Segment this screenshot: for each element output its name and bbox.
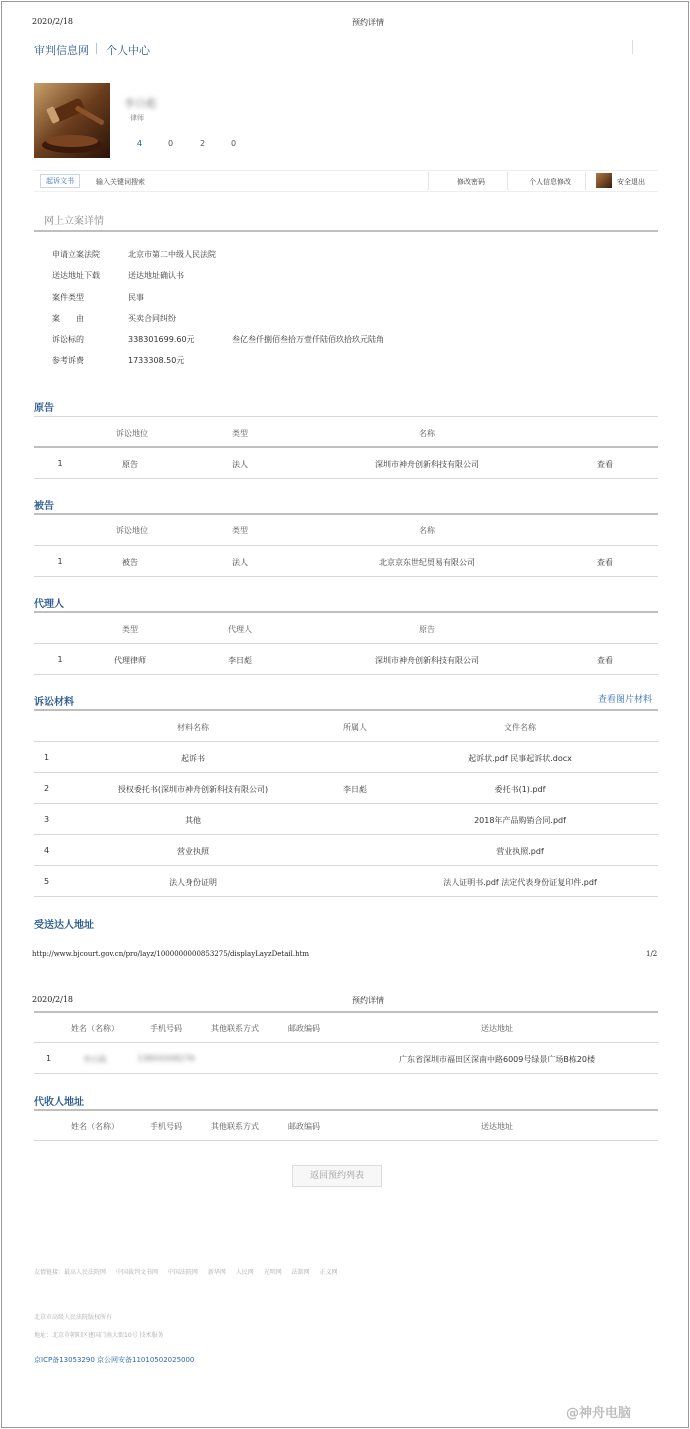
case-value-cause: 买卖合同纠纷 (128, 314, 176, 323)
agent-principal: 深圳市神舟创新科技有限公司 (375, 656, 479, 665)
footer-icp[interactable]: 京ICP备13053290 京公网安备11010502025000 (34, 1356, 195, 1364)
footer-link[interactable]: 中国法院网 (167, 1269, 198, 1276)
divider (34, 1140, 658, 1141)
profile-role: 律师 (130, 114, 144, 122)
recipient-phone: 138XXXX8276 (137, 1054, 195, 1063)
stat-2[interactable]: 0 (168, 139, 174, 148)
material-name: 营业执照 (177, 847, 209, 856)
col-header: 文件名称 (504, 723, 536, 732)
col-header: 其他联系方式 (211, 1122, 259, 1131)
col-header: 邮政编码 (288, 1024, 320, 1033)
gavel-image (34, 83, 110, 158)
footer-links (34, 1267, 338, 1276)
divider (34, 545, 658, 546)
material-name: 其他 (185, 816, 201, 825)
agent-type: 代理律师 (114, 656, 146, 665)
view-image-materials-link[interactable]: 查看图片材料 (598, 695, 653, 705)
material-file-link[interactable]: 营业执照.pdf (496, 847, 544, 856)
divider (34, 865, 658, 866)
col-header: 类型 (232, 526, 248, 535)
divider (34, 643, 658, 644)
defendant-name: 北京京东世纪贸易有限公司 (379, 558, 475, 567)
row-no: 1 (44, 753, 50, 762)
row-no: 4 (44, 846, 50, 855)
case-value-amount: 338301699.60元 (128, 335, 195, 344)
divider (34, 1073, 658, 1074)
nav-divider (96, 43, 97, 54)
col-header: 手机号码 (150, 1122, 182, 1131)
footer-link[interactable]: 新华网 (207, 1269, 226, 1276)
footer-link[interactable]: 光明网 (263, 1269, 282, 1276)
divider (34, 611, 658, 613)
divider (34, 478, 658, 479)
nav-right-divider (632, 40, 633, 54)
back-to-list-button[interactable]: 返回预约列表 (292, 1165, 382, 1187)
divider (34, 896, 658, 897)
col-header: 送达地址 (481, 1024, 513, 1033)
proxy-title: 代收人地址 (34, 1097, 84, 1108)
divider (34, 834, 658, 835)
print-url: http://www.bjcourt.gov.cn/pro/layz/1000000000853275/displayLayzDetail.htm (32, 950, 310, 958)
col-header: 送达地址 (481, 1122, 513, 1131)
row-no: 1 (57, 655, 63, 664)
print-title: 预约详情 (352, 996, 384, 1005)
col-header: 手机号码 (150, 1024, 182, 1033)
stat-3[interactable]: 2 (200, 139, 206, 148)
defendant-status: 被告 (122, 558, 138, 567)
row-no: 3 (44, 815, 50, 824)
print-page-number: 1/2 (646, 950, 658, 958)
toolbar-divider (585, 172, 586, 190)
divider (34, 1011, 658, 1013)
case-divider (34, 230, 658, 232)
row-no: 5 (44, 877, 50, 886)
site-name-link[interactable]: 审判信息网 (34, 44, 89, 57)
profile-name: 李日彪 (124, 97, 157, 110)
edit-info-link[interactable]: 个人信息修改 (529, 178, 571, 186)
col-header: 所属人 (343, 723, 367, 732)
col-header: 材料名称 (177, 723, 209, 732)
col-header: 姓名（名称） (71, 1122, 119, 1131)
plaintiff-view-link[interactable]: 查看 (597, 460, 613, 469)
case-label: 案 由 (52, 314, 84, 323)
row-no: 1 (46, 1054, 52, 1063)
divider (34, 709, 658, 711)
recipient-address: 广东省深圳市福田区深南中路6009号绿景广场B栋20楼 (398, 1055, 596, 1064)
divider (34, 741, 658, 742)
weibo-watermark: @神舟电脑 (566, 1406, 632, 1421)
col-header: 类型 (122, 625, 138, 634)
print-date: 2020/2/18 (32, 995, 74, 1004)
footer-link[interactable]: 正义网 (319, 1269, 338, 1276)
col-header: 姓名（名称） (71, 1024, 119, 1033)
material-name: 法人身份证明 (169, 878, 217, 887)
case-label: 诉讼标的 (52, 335, 84, 344)
case-value-amount-words: 叁亿叁仟捌佰叁拾万壹仟陆佰玖拾玖元陆角 (232, 335, 384, 344)
footer-link[interactable]: 中国裁判文书网 (115, 1269, 158, 1276)
material-name: 授权委托书(深圳市神舟创新科技有限公司) (117, 785, 269, 794)
col-header: 其他联系方式 (211, 1024, 259, 1033)
defendant-view-link[interactable]: 查看 (597, 558, 613, 567)
col-header: 名称 (419, 429, 435, 438)
footer-link[interactable]: 人民网 (235, 1269, 254, 1276)
material-owner: 李日彪 (343, 785, 367, 794)
recipient-name: 李日彪 (83, 1055, 107, 1064)
print-title: 预约详情 (352, 18, 384, 27)
footer-link[interactable]: 友情链接：最高人民法院网 (34, 1269, 107, 1276)
change-password-link[interactable]: 修改密码 (457, 178, 485, 186)
col-header: 原告 (419, 625, 435, 634)
case-value-court: 北京市第二中级人民法院 (128, 250, 216, 259)
materials-title: 诉讼材料 (34, 697, 74, 708)
agent-title: 代理人 (34, 599, 64, 610)
avatar-thumb-icon (596, 173, 612, 188)
plaintiff-status: 原告 (122, 460, 138, 469)
material-file-link[interactable]: 委托书(1).pdf (494, 785, 546, 794)
case-value-fee: 1733308.50元 (128, 356, 185, 365)
material-file-link[interactable]: 起诉状.pdf 民事起诉状.docx (468, 754, 572, 763)
case-label: 案件类型 (52, 293, 84, 302)
search-input[interactable]: 输入关键词搜索 (96, 178, 145, 186)
plaintiff-name: 深圳市神舟创新科技有限公司 (375, 460, 479, 469)
logout-link[interactable]: 安全退出 (617, 178, 645, 186)
print-date: 2020/2/18 (32, 17, 74, 26)
divider (34, 446, 658, 448)
case-label: 申请立案法院 (52, 250, 100, 259)
col-header: 名称 (419, 526, 435, 535)
divider (34, 576, 658, 577)
defendant-type: 法人 (232, 558, 248, 567)
col-header: 邮政编码 (288, 1122, 320, 1131)
material-name: 起诉书 (181, 754, 205, 763)
avatar (34, 83, 110, 158)
col-header: 诉讼地位 (116, 429, 148, 438)
stat-1[interactable]: 4 (137, 139, 143, 148)
plaintiff-type: 法人 (232, 460, 248, 469)
divider (34, 1042, 658, 1043)
service-address-download-link[interactable]: 送达地址确认书 (128, 271, 184, 280)
row-no: 1 (57, 557, 63, 566)
row-no: 1 (57, 459, 63, 468)
tab-complaint-docs[interactable]: 起诉文书 (40, 174, 80, 188)
case-label: 送达地址下载 (52, 271, 100, 280)
footer-link[interactable]: 法制网 (291, 1269, 310, 1276)
plaintiff-title: 原告 (34, 403, 54, 414)
agent-view-link[interactable]: 查看 (597, 656, 613, 665)
divider (34, 674, 658, 675)
col-header: 代理人 (228, 625, 252, 634)
footer-copyright: 北京市高级人民法院版权所有 (34, 1314, 113, 1321)
col-header: 诉讼地位 (116, 526, 148, 535)
recipient-title: 受送达人地址 (34, 920, 94, 931)
defendant-title: 被告 (34, 501, 54, 512)
divider (34, 416, 658, 417)
stat-4[interactable]: 0 (231, 139, 237, 148)
page-frame (1, 1, 689, 1428)
divider (34, 803, 658, 804)
divider (34, 1109, 658, 1111)
agent-name: 李日彪 (228, 656, 252, 665)
divider (34, 772, 658, 773)
divider (34, 513, 658, 515)
case-value-type: 民事 (128, 293, 144, 302)
footer-address: 地址：北京市朝阳区建国门南大街10号 技术服务 (34, 1332, 164, 1339)
row-no: 2 (44, 784, 50, 793)
case-label: 参考诉费 (52, 356, 84, 365)
toolbar-divider (507, 172, 508, 190)
material-file-link[interactable]: 2018年产品购销合同.pdf (474, 816, 566, 825)
material-file-link[interactable]: 法人证明书.pdf 法定代表身份证复印件.pdf (443, 878, 597, 887)
personal-center-link[interactable]: 个人中心 (106, 44, 150, 57)
toolbar-divider (428, 172, 429, 190)
col-header: 类型 (232, 429, 248, 438)
case-section-title: 网上立案详情 (44, 216, 104, 227)
